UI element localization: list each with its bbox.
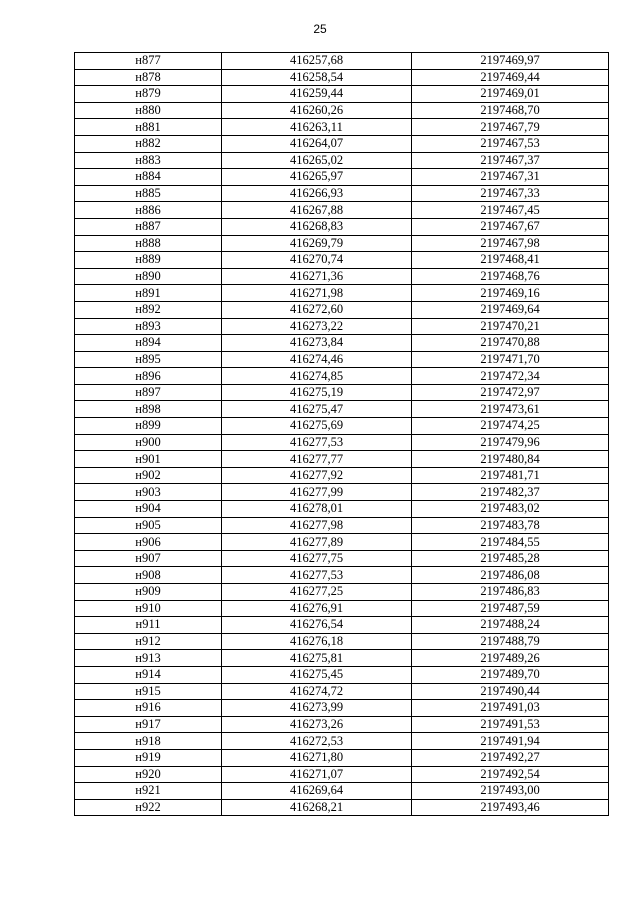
x-coordinate-cell: 416271,07 <box>222 766 412 783</box>
point-id-cell: н889 <box>75 252 222 269</box>
y-coordinate-cell: 2197493,00 <box>412 783 609 800</box>
x-coordinate-cell: 416277,53 <box>222 434 412 451</box>
point-id-cell: н881 <box>75 119 222 136</box>
table-row <box>75 451 609 468</box>
point-id-cell: н891 <box>75 285 222 302</box>
point-id-cell: н900 <box>75 434 222 451</box>
point-id-cell: н920 <box>75 766 222 783</box>
y-coordinate-cell: 2197467,45 <box>412 202 609 219</box>
x-coordinate-cell: 416268,21 <box>222 799 412 816</box>
x-coordinate-cell: 416275,81 <box>222 650 412 667</box>
point-id-cell: н921 <box>75 783 222 800</box>
x-coordinate-cell: 416272,60 <box>222 301 412 318</box>
x-coordinate-cell: 416265,97 <box>222 169 412 186</box>
table-row <box>75 683 609 700</box>
point-id-cell: н899 <box>75 418 222 435</box>
y-coordinate-cell: 2197469,44 <box>412 69 609 86</box>
y-coordinate-cell: 2197467,53 <box>412 135 609 152</box>
table-row <box>75 700 609 717</box>
x-coordinate-cell: 416273,22 <box>222 318 412 335</box>
point-id-cell: н906 <box>75 534 222 551</box>
point-id-cell: н912 <box>75 633 222 650</box>
coordinates-table <box>74 52 609 816</box>
table-row <box>75 384 609 401</box>
point-id-cell: н877 <box>75 53 222 70</box>
table-row <box>75 733 609 750</box>
y-coordinate-cell: 2197469,97 <box>412 53 609 70</box>
x-coordinate-cell: 416263,11 <box>222 119 412 136</box>
y-coordinate-cell: 2197467,33 <box>412 185 609 202</box>
point-id-cell: н922 <box>75 799 222 816</box>
table-row <box>75 584 609 601</box>
point-id-cell: н919 <box>75 749 222 766</box>
x-coordinate-cell: 416271,36 <box>222 268 412 285</box>
y-coordinate-cell: 2197483,02 <box>412 501 609 518</box>
x-coordinate-cell: 416277,98 <box>222 517 412 534</box>
point-id-cell: н897 <box>75 384 222 401</box>
point-id-cell: н887 <box>75 218 222 235</box>
table-row <box>75 749 609 766</box>
table-row <box>75 401 609 418</box>
y-coordinate-cell: 2197472,97 <box>412 384 609 401</box>
y-coordinate-cell: 2197486,08 <box>412 567 609 584</box>
point-id-cell: н882 <box>75 135 222 152</box>
point-id-cell: н915 <box>75 683 222 700</box>
table-row <box>75 484 609 501</box>
x-coordinate-cell: 416277,53 <box>222 567 412 584</box>
x-coordinate-cell: 416277,75 <box>222 550 412 567</box>
table-row <box>75 202 609 219</box>
point-id-cell: н903 <box>75 484 222 501</box>
point-id-cell: н913 <box>75 650 222 667</box>
table-row <box>75 69 609 86</box>
y-coordinate-cell: 2197481,71 <box>412 467 609 484</box>
y-coordinate-cell: 2197479,96 <box>412 434 609 451</box>
x-coordinate-cell: 416265,02 <box>222 152 412 169</box>
table-row <box>75 501 609 518</box>
x-coordinate-cell: 416271,80 <box>222 749 412 766</box>
point-id-cell: н905 <box>75 517 222 534</box>
point-id-cell: н879 <box>75 86 222 103</box>
y-coordinate-cell: 2197486,83 <box>412 584 609 601</box>
x-coordinate-cell: 416267,88 <box>222 202 412 219</box>
y-coordinate-cell: 2197489,26 <box>412 650 609 667</box>
table-row <box>75 53 609 70</box>
x-coordinate-cell: 416277,89 <box>222 534 412 551</box>
x-coordinate-cell: 416277,92 <box>222 467 412 484</box>
table-row <box>75 301 609 318</box>
point-id-cell: н888 <box>75 235 222 252</box>
y-coordinate-cell: 2197467,31 <box>412 169 609 186</box>
x-coordinate-cell: 416266,93 <box>222 185 412 202</box>
y-coordinate-cell: 2197470,21 <box>412 318 609 335</box>
x-coordinate-cell: 416269,64 <box>222 783 412 800</box>
table-row <box>75 418 609 435</box>
point-id-cell: н886 <box>75 202 222 219</box>
table-row <box>75 218 609 235</box>
table-row <box>75 318 609 335</box>
table-row <box>75 517 609 534</box>
point-id-cell: н902 <box>75 467 222 484</box>
table-row <box>75 351 609 368</box>
x-coordinate-cell: 416268,83 <box>222 218 412 235</box>
y-coordinate-cell: 2197485,28 <box>412 550 609 567</box>
x-coordinate-cell: 416274,85 <box>222 368 412 385</box>
y-coordinate-cell: 2197468,76 <box>412 268 609 285</box>
point-id-cell: н883 <box>75 152 222 169</box>
x-coordinate-cell: 416273,84 <box>222 335 412 352</box>
point-id-cell: н885 <box>75 185 222 202</box>
table-row <box>75 169 609 186</box>
table-row <box>75 434 609 451</box>
x-coordinate-cell: 416272,53 <box>222 733 412 750</box>
point-id-cell: н907 <box>75 550 222 567</box>
table-row <box>75 716 609 733</box>
y-coordinate-cell: 2197469,01 <box>412 86 609 103</box>
table-row <box>75 799 609 816</box>
point-id-cell: н896 <box>75 368 222 385</box>
y-coordinate-cell: 2197489,70 <box>412 666 609 683</box>
point-id-cell: н910 <box>75 600 222 617</box>
x-coordinate-cell: 416277,25 <box>222 584 412 601</box>
table-row <box>75 650 609 667</box>
y-coordinate-cell: 2197469,64 <box>412 301 609 318</box>
x-coordinate-cell: 416276,91 <box>222 600 412 617</box>
table-row <box>75 119 609 136</box>
table-row <box>75 617 609 634</box>
table-row <box>75 567 609 584</box>
table-row <box>75 235 609 252</box>
x-coordinate-cell: 416276,54 <box>222 617 412 634</box>
y-coordinate-cell: 2197474,25 <box>412 418 609 435</box>
x-coordinate-cell: 416257,68 <box>222 53 412 70</box>
point-id-cell: н918 <box>75 733 222 750</box>
point-id-cell: н893 <box>75 318 222 335</box>
x-coordinate-cell: 416274,46 <box>222 351 412 368</box>
x-coordinate-cell: 416259,44 <box>222 86 412 103</box>
table-row <box>75 766 609 783</box>
y-coordinate-cell: 2197467,98 <box>412 235 609 252</box>
table-row <box>75 285 609 302</box>
x-coordinate-cell: 416258,54 <box>222 69 412 86</box>
table-row <box>75 783 609 800</box>
table-row <box>75 135 609 152</box>
x-coordinate-cell: 416277,77 <box>222 451 412 468</box>
y-coordinate-cell: 2197490,44 <box>412 683 609 700</box>
table-row <box>75 335 609 352</box>
y-coordinate-cell: 2197468,41 <box>412 252 609 269</box>
y-coordinate-cell: 2197488,79 <box>412 633 609 650</box>
x-coordinate-cell: 416275,19 <box>222 384 412 401</box>
y-coordinate-cell: 2197487,59 <box>412 600 609 617</box>
y-coordinate-cell: 2197483,78 <box>412 517 609 534</box>
point-id-cell: н895 <box>75 351 222 368</box>
page-number: 25 <box>313 22 327 36</box>
point-id-cell: н909 <box>75 584 222 601</box>
y-coordinate-cell: 2197484,55 <box>412 534 609 551</box>
point-id-cell: н917 <box>75 716 222 733</box>
point-id-cell: н880 <box>75 102 222 119</box>
point-id-cell: н901 <box>75 451 222 468</box>
y-coordinate-cell: 2197480,84 <box>412 451 609 468</box>
y-coordinate-cell: 2197491,03 <box>412 700 609 717</box>
y-coordinate-cell: 2197469,16 <box>412 285 609 302</box>
point-id-cell: н908 <box>75 567 222 584</box>
y-coordinate-cell: 2197492,54 <box>412 766 609 783</box>
y-coordinate-cell: 2197491,53 <box>412 716 609 733</box>
x-coordinate-cell: 416269,79 <box>222 235 412 252</box>
y-coordinate-cell: 2197492,27 <box>412 749 609 766</box>
x-coordinate-cell: 416260,26 <box>222 102 412 119</box>
table-row <box>75 550 609 567</box>
table-row <box>75 534 609 551</box>
y-coordinate-cell: 2197488,24 <box>412 617 609 634</box>
y-coordinate-cell: 2197470,88 <box>412 335 609 352</box>
x-coordinate-cell: 416275,45 <box>222 666 412 683</box>
point-id-cell: н916 <box>75 700 222 717</box>
point-id-cell: н894 <box>75 335 222 352</box>
point-id-cell: н914 <box>75 666 222 683</box>
y-coordinate-cell: 2197472,34 <box>412 368 609 385</box>
y-coordinate-cell: 2197491,94 <box>412 733 609 750</box>
x-coordinate-cell: 416276,18 <box>222 633 412 650</box>
table-row <box>75 152 609 169</box>
table-row <box>75 268 609 285</box>
x-coordinate-cell: 416278,01 <box>222 501 412 518</box>
point-id-cell: н878 <box>75 69 222 86</box>
table-row <box>75 633 609 650</box>
table-row <box>75 600 609 617</box>
y-coordinate-cell: 2197468,70 <box>412 102 609 119</box>
x-coordinate-cell: 416270,74 <box>222 252 412 269</box>
y-coordinate-cell: 2197467,67 <box>412 218 609 235</box>
y-coordinate-cell: 2197471,70 <box>412 351 609 368</box>
point-id-cell: н911 <box>75 617 222 634</box>
y-coordinate-cell: 2197467,79 <box>412 119 609 136</box>
x-coordinate-cell: 416273,99 <box>222 700 412 717</box>
point-id-cell: н904 <box>75 501 222 518</box>
y-coordinate-cell: 2197482,37 <box>412 484 609 501</box>
coordinates-table-body <box>75 53 609 816</box>
x-coordinate-cell: 416277,99 <box>222 484 412 501</box>
x-coordinate-cell: 416264,07 <box>222 135 412 152</box>
x-coordinate-cell: 416275,47 <box>222 401 412 418</box>
x-coordinate-cell: 416273,26 <box>222 716 412 733</box>
table-row <box>75 467 609 484</box>
x-coordinate-cell: 416274,72 <box>222 683 412 700</box>
point-id-cell: н890 <box>75 268 222 285</box>
y-coordinate-cell: 2197493,46 <box>412 799 609 816</box>
x-coordinate-cell: 416275,69 <box>222 418 412 435</box>
point-id-cell: н898 <box>75 401 222 418</box>
x-coordinate-cell: 416271,98 <box>222 285 412 302</box>
y-coordinate-cell: 2197467,37 <box>412 152 609 169</box>
point-id-cell: н892 <box>75 301 222 318</box>
table-row <box>75 86 609 103</box>
point-id-cell: н884 <box>75 169 222 186</box>
table-row <box>75 185 609 202</box>
table-row <box>75 368 609 385</box>
table-row <box>75 252 609 269</box>
table-row <box>75 102 609 119</box>
y-coordinate-cell: 2197473,61 <box>412 401 609 418</box>
table-row <box>75 666 609 683</box>
